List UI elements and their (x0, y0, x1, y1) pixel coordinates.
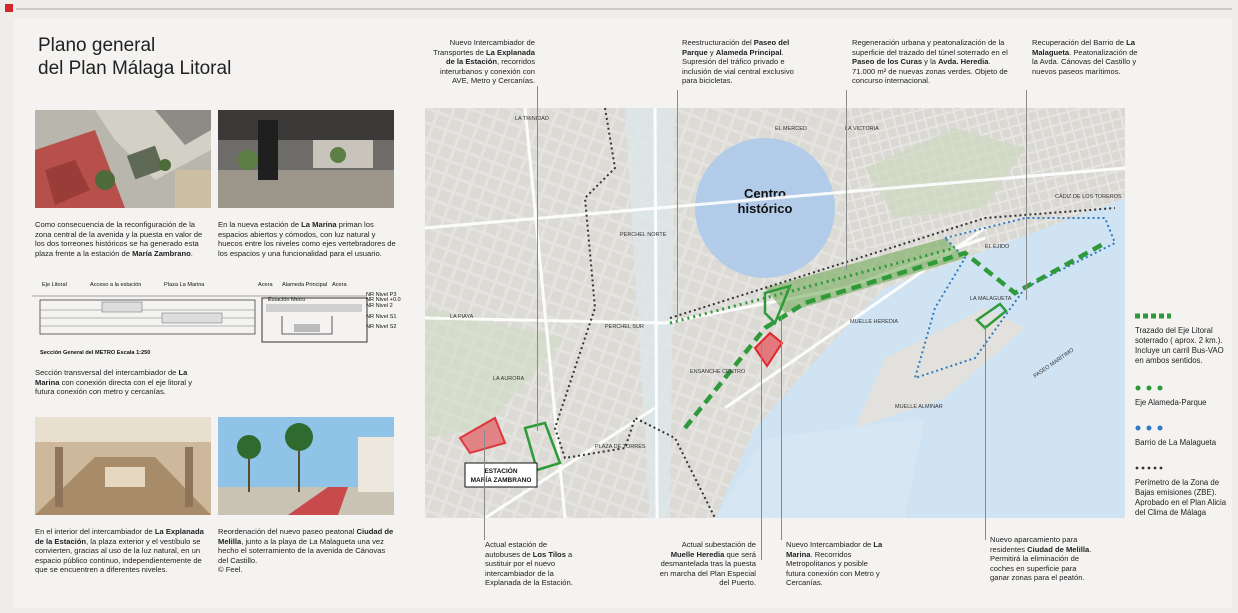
caption-text: Sección transversal del intercambiador de (35, 368, 179, 377)
annotation-bold: Muelle Heredia (670, 549, 725, 559)
annotation-text: . Recorridos Metropolitanos y posible futura conexión con Metro y Cercanías. (786, 549, 880, 588)
annotation-bold: La Malagueta (1032, 38, 1136, 57)
annotation-text: Reestructuración del (682, 38, 754, 47)
caption-text: En la nueva estación de (218, 220, 302, 229)
section-label: Acera (258, 282, 273, 288)
annotation-ciudad-melilla (990, 535, 1098, 583)
leader-line (846, 90, 847, 270)
annotation-text: a sustituir por el nuevo intercambiador de la Explanada de la Estación. (485, 549, 573, 588)
title-line-2: del Plan Málaga Litoral (38, 58, 232, 79)
street-label: LA AURORA (493, 376, 525, 382)
annotation-text: que será desmantelada tras la puesta en marcha del Plan Especial del Puerto. (659, 549, 756, 588)
legend-text: Barrio de La Malagueta (1135, 438, 1217, 447)
legend-dots-green-icon (1135, 384, 1171, 392)
photo-zambrano-aerial (35, 110, 211, 208)
section-label: Acera (332, 282, 347, 288)
leader-line (677, 90, 678, 320)
annotation-los-tilos (485, 540, 580, 588)
caption-text: Reordenación del nuevo paseo peatonal (218, 527, 357, 536)
annotation-text: Regeneración urbana y peatonalización de la superficie del trazado del túnel soterrado en el (852, 38, 1008, 57)
legend-dash-green-icon (1135, 312, 1171, 320)
caption-bold: La Marina (35, 368, 188, 387)
legend-malagueta (1135, 424, 1230, 448)
annotation-bold: Paseo de los Curas (852, 57, 923, 67)
annotation-bold: Ciudad de Melilla (1027, 544, 1090, 554)
level-label: NR Nivel +0.0 (366, 297, 401, 303)
caption-bold: La Explanada de la Estación (35, 527, 204, 546)
annotation-bold: Paseo del Parque (682, 38, 790, 57)
level-label: NR Nivel S2 (366, 324, 397, 330)
annotation-text: Recuperación del Barrio de (1032, 38, 1127, 47)
leader-line (537, 86, 538, 431)
section-footer: Sección General del METRO Escala 1:250 (40, 350, 151, 356)
street-label: LA PIAYA (450, 314, 474, 320)
annotation-text: Nuevo Intercambiador de Transportes de (433, 38, 535, 57)
caption-text: con conexión directa con el eje litoral y futura conexión con metro y cercanías. (35, 377, 193, 397)
legend-eje-litoral (1135, 312, 1230, 366)
map (425, 108, 1125, 518)
street-label: ENSANCHE CENTRO (690, 369, 746, 375)
leader-line (761, 345, 762, 560)
level-label: NR Nivel P3 (366, 292, 397, 298)
estacion-label-1: ESTACIÓN (484, 468, 518, 475)
caption-text: En el interior del intercambiador de (35, 527, 155, 536)
street-label: LA MALAGUETA (970, 296, 1012, 302)
caption-text: priman los espacios abiertos y cómodos, con luz natural y huecos entre los niveles como ejes vertebradores de los espacios y una funcionalidad para el usuario. (218, 220, 396, 258)
street-label: LA TRINIDAD (515, 116, 549, 122)
legend-text: Eje Alameda-Parque (1135, 398, 1207, 407)
annotation-text: Actual subestación de (681, 540, 756, 549)
photo-marina-station (218, 110, 394, 208)
section-label: Eje Litoral (42, 282, 67, 288)
annotation-text: Nuevo Intercambiador de (786, 540, 874, 549)
page-title (38, 34, 231, 80)
photo-melilla-promenade (218, 417, 394, 515)
leader-line (484, 430, 485, 540)
annotation-bold: Los Tilos (532, 549, 566, 559)
annotation-malagueta (1032, 38, 1142, 76)
caption-explanada (35, 527, 210, 575)
section-drawing (32, 278, 401, 360)
annotation-muelle-heredia (656, 540, 756, 588)
centro-label-1: Centro (744, 186, 786, 201)
caption-bold: La Marina (301, 220, 337, 229)
caption-text: . (190, 248, 193, 258)
legend-text: Trazado del Eje Litoral soterrado ( aprox. 2 km.). Incluye un carril Bus-VAO en ambos sentidos. (1135, 326, 1224, 365)
level-label: NR Nivel 2 (366, 303, 393, 309)
top-bar (0, 0, 1238, 14)
leader-line (1026, 90, 1027, 300)
street-label: EL MERCED (775, 126, 807, 132)
annotation-bold: Alameda Principal (715, 47, 782, 57)
annotation-text: . Permitirá la eliminación de coches en superficie para ganar zonas para el peatón. (990, 544, 1092, 583)
leader-line (781, 315, 782, 540)
leader-line (985, 325, 986, 540)
legend-zbe (1135, 464, 1230, 518)
legend-eje-alameda (1135, 384, 1230, 408)
map-canvas (425, 108, 1125, 518)
section-label: Alameda Principal (282, 282, 328, 288)
photo-credit: © Feel. (218, 565, 243, 575)
caption-bold: Ciudad de Melilla (218, 527, 394, 546)
centro-label-2: histórico (737, 201, 793, 216)
street-label: PERCHEL SUR (605, 324, 644, 330)
annotation-text: Actual estación de autobuses de (485, 540, 548, 559)
annotation-la-marina (786, 540, 886, 588)
annotation-explanada (425, 38, 535, 86)
legend-dots-blue-icon (1135, 424, 1171, 432)
annotation-text: , recorridos interurbanos y conexión con AVE, Metro y Cercanías. (440, 57, 535, 86)
annotation-paseo-curas (852, 38, 1012, 86)
top-rule (16, 8, 1232, 10)
section-marker (5, 4, 13, 12)
section-label: Estación Metro (268, 297, 306, 303)
annotation-bold: La Explanada de la Estación (445, 47, 535, 67)
annotation-text: y la (922, 57, 939, 67)
street-label: MUELLE ALMINAR (895, 404, 943, 410)
caption-zambrano (35, 220, 210, 258)
annotation-paseo-parque (682, 38, 807, 86)
caption-seccion (35, 368, 210, 397)
caption-marina (218, 220, 398, 258)
annotation-text: . Supresión del tráfico privado e inclusión de vial central exclusivo para bicicletas. (682, 47, 794, 86)
legend-dots-black-icon (1135, 464, 1171, 472)
street-label: PASEO MARÍTIMO (1032, 347, 1076, 380)
title-line-1: Plano general (38, 35, 156, 56)
caption-text: Como consecuencia de la reconfiguración de la zona central de la avenida y la puesta en valor de los dos torreones históricos se ha generado esta plaza frente a la estación de (35, 220, 203, 258)
annotation-text: . 71.000 m² de nuevas zonas verdes. Objeto de concurso internacional. (852, 57, 1008, 86)
photo-explanada-interior (35, 417, 211, 515)
street-label: PERCHEL NORTE (620, 232, 667, 238)
level-label: NR Nivel S1 (366, 314, 397, 320)
annotation-text: y (707, 47, 716, 57)
caption-text: , la plaza exterior y el vestíbulo se convierten, gracias al uso de la luz natural, en un espacio público continuo, independientemente de que se encuentren a diferentes niveles. (35, 536, 202, 575)
section-label: Acceso a la estación (90, 282, 142, 288)
street-label: PLAZA DE TORRES (595, 444, 646, 450)
annotation-text: . Peatonalización de la Avda. Cánovas del Castillo y nuevos paseos marítimos. (1032, 47, 1138, 76)
street-label: LA VICTORIA (845, 126, 879, 132)
caption-text: , junto a la playa de La Malagueta una vez hecho el soterramiento de la avenida de Cánovas del Castillo. (218, 536, 386, 565)
caption-bold: María Zambrano (132, 248, 191, 258)
legend-text: Perímetro de la Zona de Bajas emisiones (ZBE). Aprobado en el Plan Alicia del Clima de Málaga (1135, 478, 1227, 517)
street-label: EL EJIDO (985, 244, 1010, 250)
annotation-bold: Avda. Heredia (938, 57, 989, 67)
annotation-bold: La Marina (786, 540, 883, 559)
annotation-text: Nuevo aparcamiento para residentes (990, 535, 1078, 554)
section-label: Plaza La Marina (164, 282, 205, 288)
caption-melilla (218, 527, 394, 575)
street-label: CÁDIZ DE LOS TOREROS (1055, 194, 1122, 200)
street-label: MUELLE HEREDIA (850, 319, 898, 325)
estacion-label-2: MARÍA ZAMBRANO (470, 477, 532, 484)
